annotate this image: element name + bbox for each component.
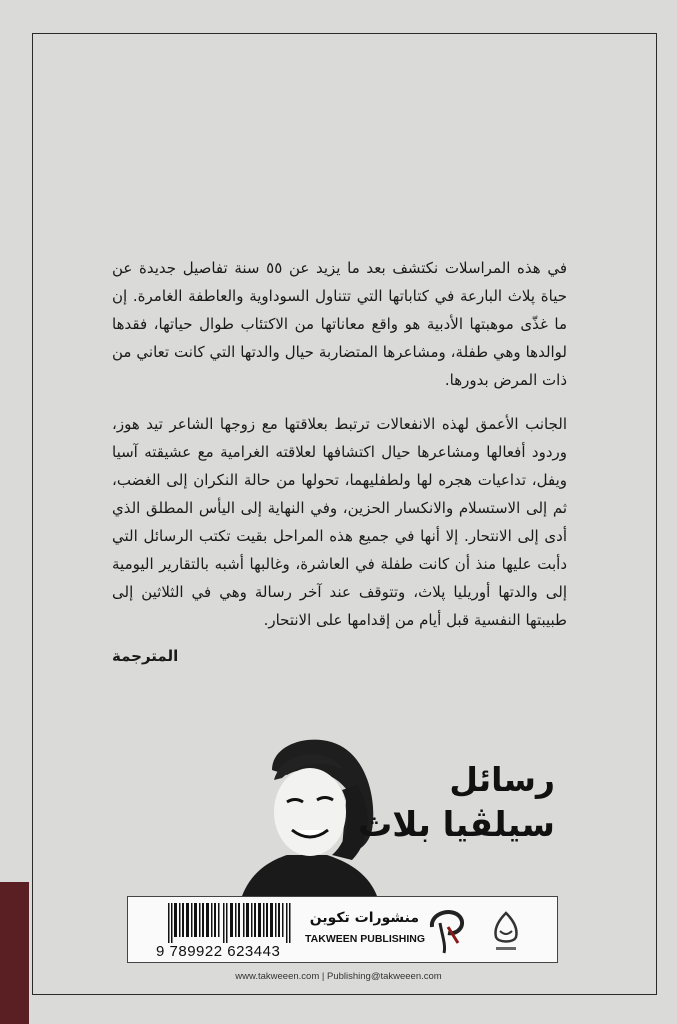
accent-strip <box>0 882 29 1024</box>
blurb-paragraph-1: في هذه المراسلات نكتشف بعد ما يزيد عن ٥٥ سنة تفاصيل جديدة عن حياة پلاث البارعة في كتاباتها التي تتناول السوداوية والعاطفة الغامرة. إن ما غذّى موهبتها الأدبية هو واقع معاناتها من الاكتئاب طوال حياتها، فقدها لوالدها وهي طفلة، ومشاعرها المتضاربة حيال والدتها التي كانت تعاني من ذات المرض بدورها. <box>112 259 568 389</box>
book-title-line-1: رسائل <box>449 760 555 799</box>
takween-logo-icon <box>426 905 466 955</box>
isbn-number: 9 789922 623443 <box>156 943 281 960</box>
barcode-publisher-box <box>127 896 558 963</box>
translator-signature: المترجمة <box>112 647 179 665</box>
book-title-author: سيلڤيا بلاث <box>358 805 555 845</box>
imprint-logo-icon <box>488 909 524 953</box>
blurb <box>112 254 567 668</box>
blurb-paragraph-2: الجانب الأعمق لهذه الانفعالات ترتبط بعلاقتها مع زوجها الشاعر تيد هوز، وردود أفعالها ومشاعرها حيال اكتشافها لعلاقته الغرامية مع عشيقته آسيا ويفل، تداعيات هجره لها ولطفليهما، تحولها من حالة النكران إلى الغضب، ثم إلى الاستسلام والانكسار الحزين، وفي النهاية إلى اليأس المطلق الذي أدى إلى الانتحار. إلا أنها في جميع هذه المراحل بقيت تكتب الرسائل التي دأبت عليها منذ أن كانت طفلة في العاشرة، وغالبها أشبه بالتقارير اليومية إلى والدتها أوريليا پلاث، وتتوقف عند آخر رسالة وهي في الثلاثين إلى طبيبتها النفسية قبل أيام من إقدامها على الانتحار. <box>112 415 567 629</box>
book-title <box>358 758 555 848</box>
publisher-name-english: TAKWEEN PUBLISHING <box>305 933 425 945</box>
publisher-contact: www.takweeen.com | Publishing@takweeen.com <box>235 971 442 982</box>
barcode-icon <box>168 903 292 943</box>
publisher-name-arabic: منشورات تكوين <box>309 910 419 926</box>
